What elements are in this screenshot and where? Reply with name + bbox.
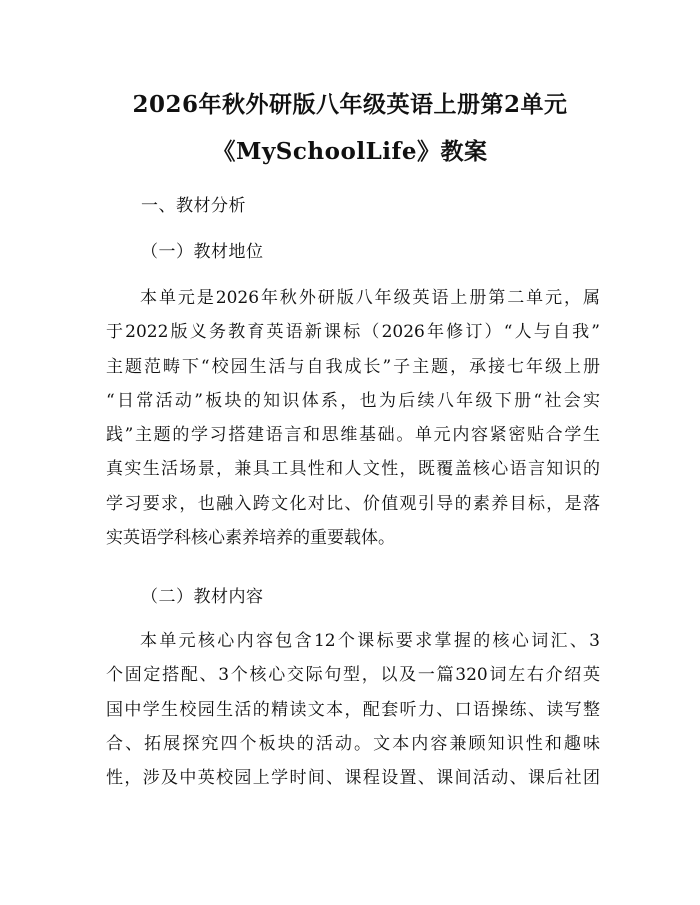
document-title-line-2: 《MySchoolLife》教案: [212, 138, 488, 165]
paragraph-line: 个固定搭配、3个核心交际句型，以及一篇320词左右介绍英: [106, 665, 600, 686]
paragraph-line: 国中学生校园生活的精读文本，配套听力、口语操练、读写整: [106, 699, 600, 720]
paragraph-line: 于2022版义务教育英语新课标（2026年修订）“人与自我”: [106, 322, 600, 343]
paragraph-line: 学习要求，也融入跨文化对比、价值观引导的素养目标，是落: [106, 493, 600, 514]
paragraph-line: 合、拓展探究四个板块的活动。文本内容兼顾知识性和趣味: [106, 733, 600, 754]
paragraph-textbook-status: [106, 281, 600, 555]
paragraph-line: 本单元是2026年秋外研版八年级英语上册第二单元，属: [140, 288, 600, 308]
document-title-line-1: 2026年秋外研版八年级英语上册第2单元: [132, 91, 568, 118]
paragraph-line: “日常活动”板块的知识体系，也为后续八年级下册“社会实: [106, 390, 600, 411]
section-heading-textbook-analysis: 一、教材分析: [141, 196, 246, 216]
paragraph-line: 践”主题的学习搭建语言和思维基础。单元内容紧密贴合学生: [106, 425, 600, 446]
subsection-heading-textbook-content: （二）教材内容: [141, 587, 264, 607]
paragraph-textbook-content: [106, 624, 600, 795]
paragraph-line: 性，涉及中英校园上学时间、课程设置、课间活动、课后社团: [106, 768, 600, 789]
paragraph-line: 主题范畴下“校园生活与自我成长”子主题，承接七年级上册: [106, 356, 600, 377]
subsection-heading-textbook-status: （一）教材地位: [141, 242, 264, 262]
paragraph-line: 实英语学科核心素养培养的重要载体。: [106, 528, 395, 549]
paragraph-line: 本单元核心内容包含12个课标要求掌握的核心词汇、3: [140, 631, 600, 651]
paragraph-line: 真实生活场景，兼具工具性和人文性，既覆盖核心语言知识的: [106, 459, 600, 480]
